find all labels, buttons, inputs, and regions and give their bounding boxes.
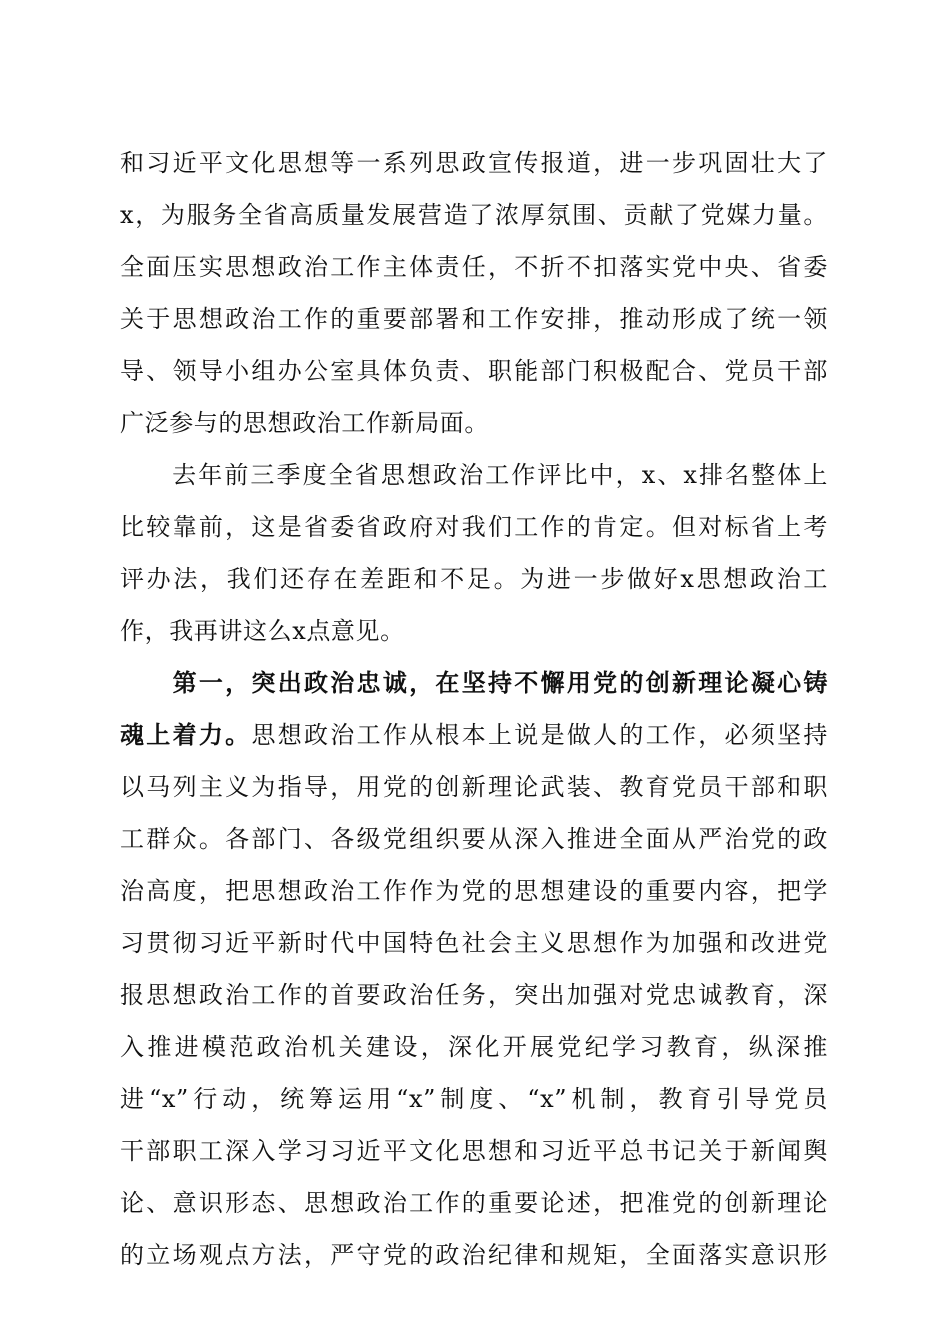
text-line: 报思想政治工作的首要政治任务，突出加强对党忠诚教育，深 bbox=[120, 981, 828, 1009]
text-line: 以马列主义为指导，用党的创新理论武装、教育党员干部和职 bbox=[120, 773, 828, 801]
paragraph-1 bbox=[120, 137, 828, 449]
text-line: 习贯彻习近平新时代中国特色社会主义思想作为加强和改进党 bbox=[120, 929, 828, 957]
text-line: 评办法，我们还存在差距和不足。为进一步做好x思想政治工 bbox=[120, 565, 828, 593]
document-body bbox=[120, 137, 828, 1281]
text-line: 干部职工深入学习习近平文化思想和习近平总书记关于新闻舆 bbox=[120, 1137, 828, 1165]
text-line: 作，我再讲这么x点意见。 bbox=[120, 617, 405, 645]
text-line: 导、领导小组办公室具体负责、职能部门积极配合、党员干部 bbox=[120, 357, 828, 385]
text-line: 入推进模范政治机关建设，深化开展党纪学习教育，纵深推 bbox=[120, 1033, 828, 1061]
text-line: 和习近平文化思想等一系列思政宣传报道，进一步巩固壮大了 bbox=[120, 149, 828, 177]
text-line: 论、意识形态、思想政治工作的重要论述，把准党的创新理论 bbox=[120, 1189, 828, 1217]
text-run: 思想政治工作从根本上说是做人的工作，必须坚持 bbox=[251, 721, 829, 749]
text-line: 去年前三季度全省思想政治工作评比中，x、x排名整体上 bbox=[120, 461, 828, 489]
text-line: 的立场观点方法，严守党的政治纪律和规矩，全面落实意识形 bbox=[120, 1241, 828, 1269]
section-heading-end: 魂上着力。 bbox=[120, 720, 252, 749]
section-heading-line: 第一，突出政治忠诚，在坚持不懈用党的创新理论凝心铸 bbox=[120, 668, 828, 697]
text-line: 广泛参与的思想政治工作新局面。 bbox=[120, 409, 489, 437]
text-line: 治高度，把思想政治工作作为党的思想建设的重要内容，把学 bbox=[120, 877, 828, 905]
text-line: x，为服务全省高质量发展营造了浓厚氛围、贡献了党媒力量。 bbox=[120, 201, 828, 229]
paragraph-3 bbox=[120, 657, 828, 1281]
paragraph-2 bbox=[120, 449, 828, 657]
text-line: 全面压实思想政治工作主体责任，不折不扣落实党中央、省委 bbox=[120, 253, 828, 281]
text-line: 比较靠前，这是省委省政府对我们工作的肯定。但对标省上考 bbox=[120, 513, 828, 541]
text-line: 工群众。各部门、各级党组织要从深入推进全面从严治党的政 bbox=[120, 825, 828, 853]
text-line bbox=[120, 709, 828, 761]
text-line: 进“x”行动，统筹运用“x”制度、“x”机制，教育引导党员 bbox=[120, 1085, 828, 1113]
text-line: 关于思想政治工作的重要部署和工作安排，推动形成了统一领 bbox=[120, 305, 828, 333]
